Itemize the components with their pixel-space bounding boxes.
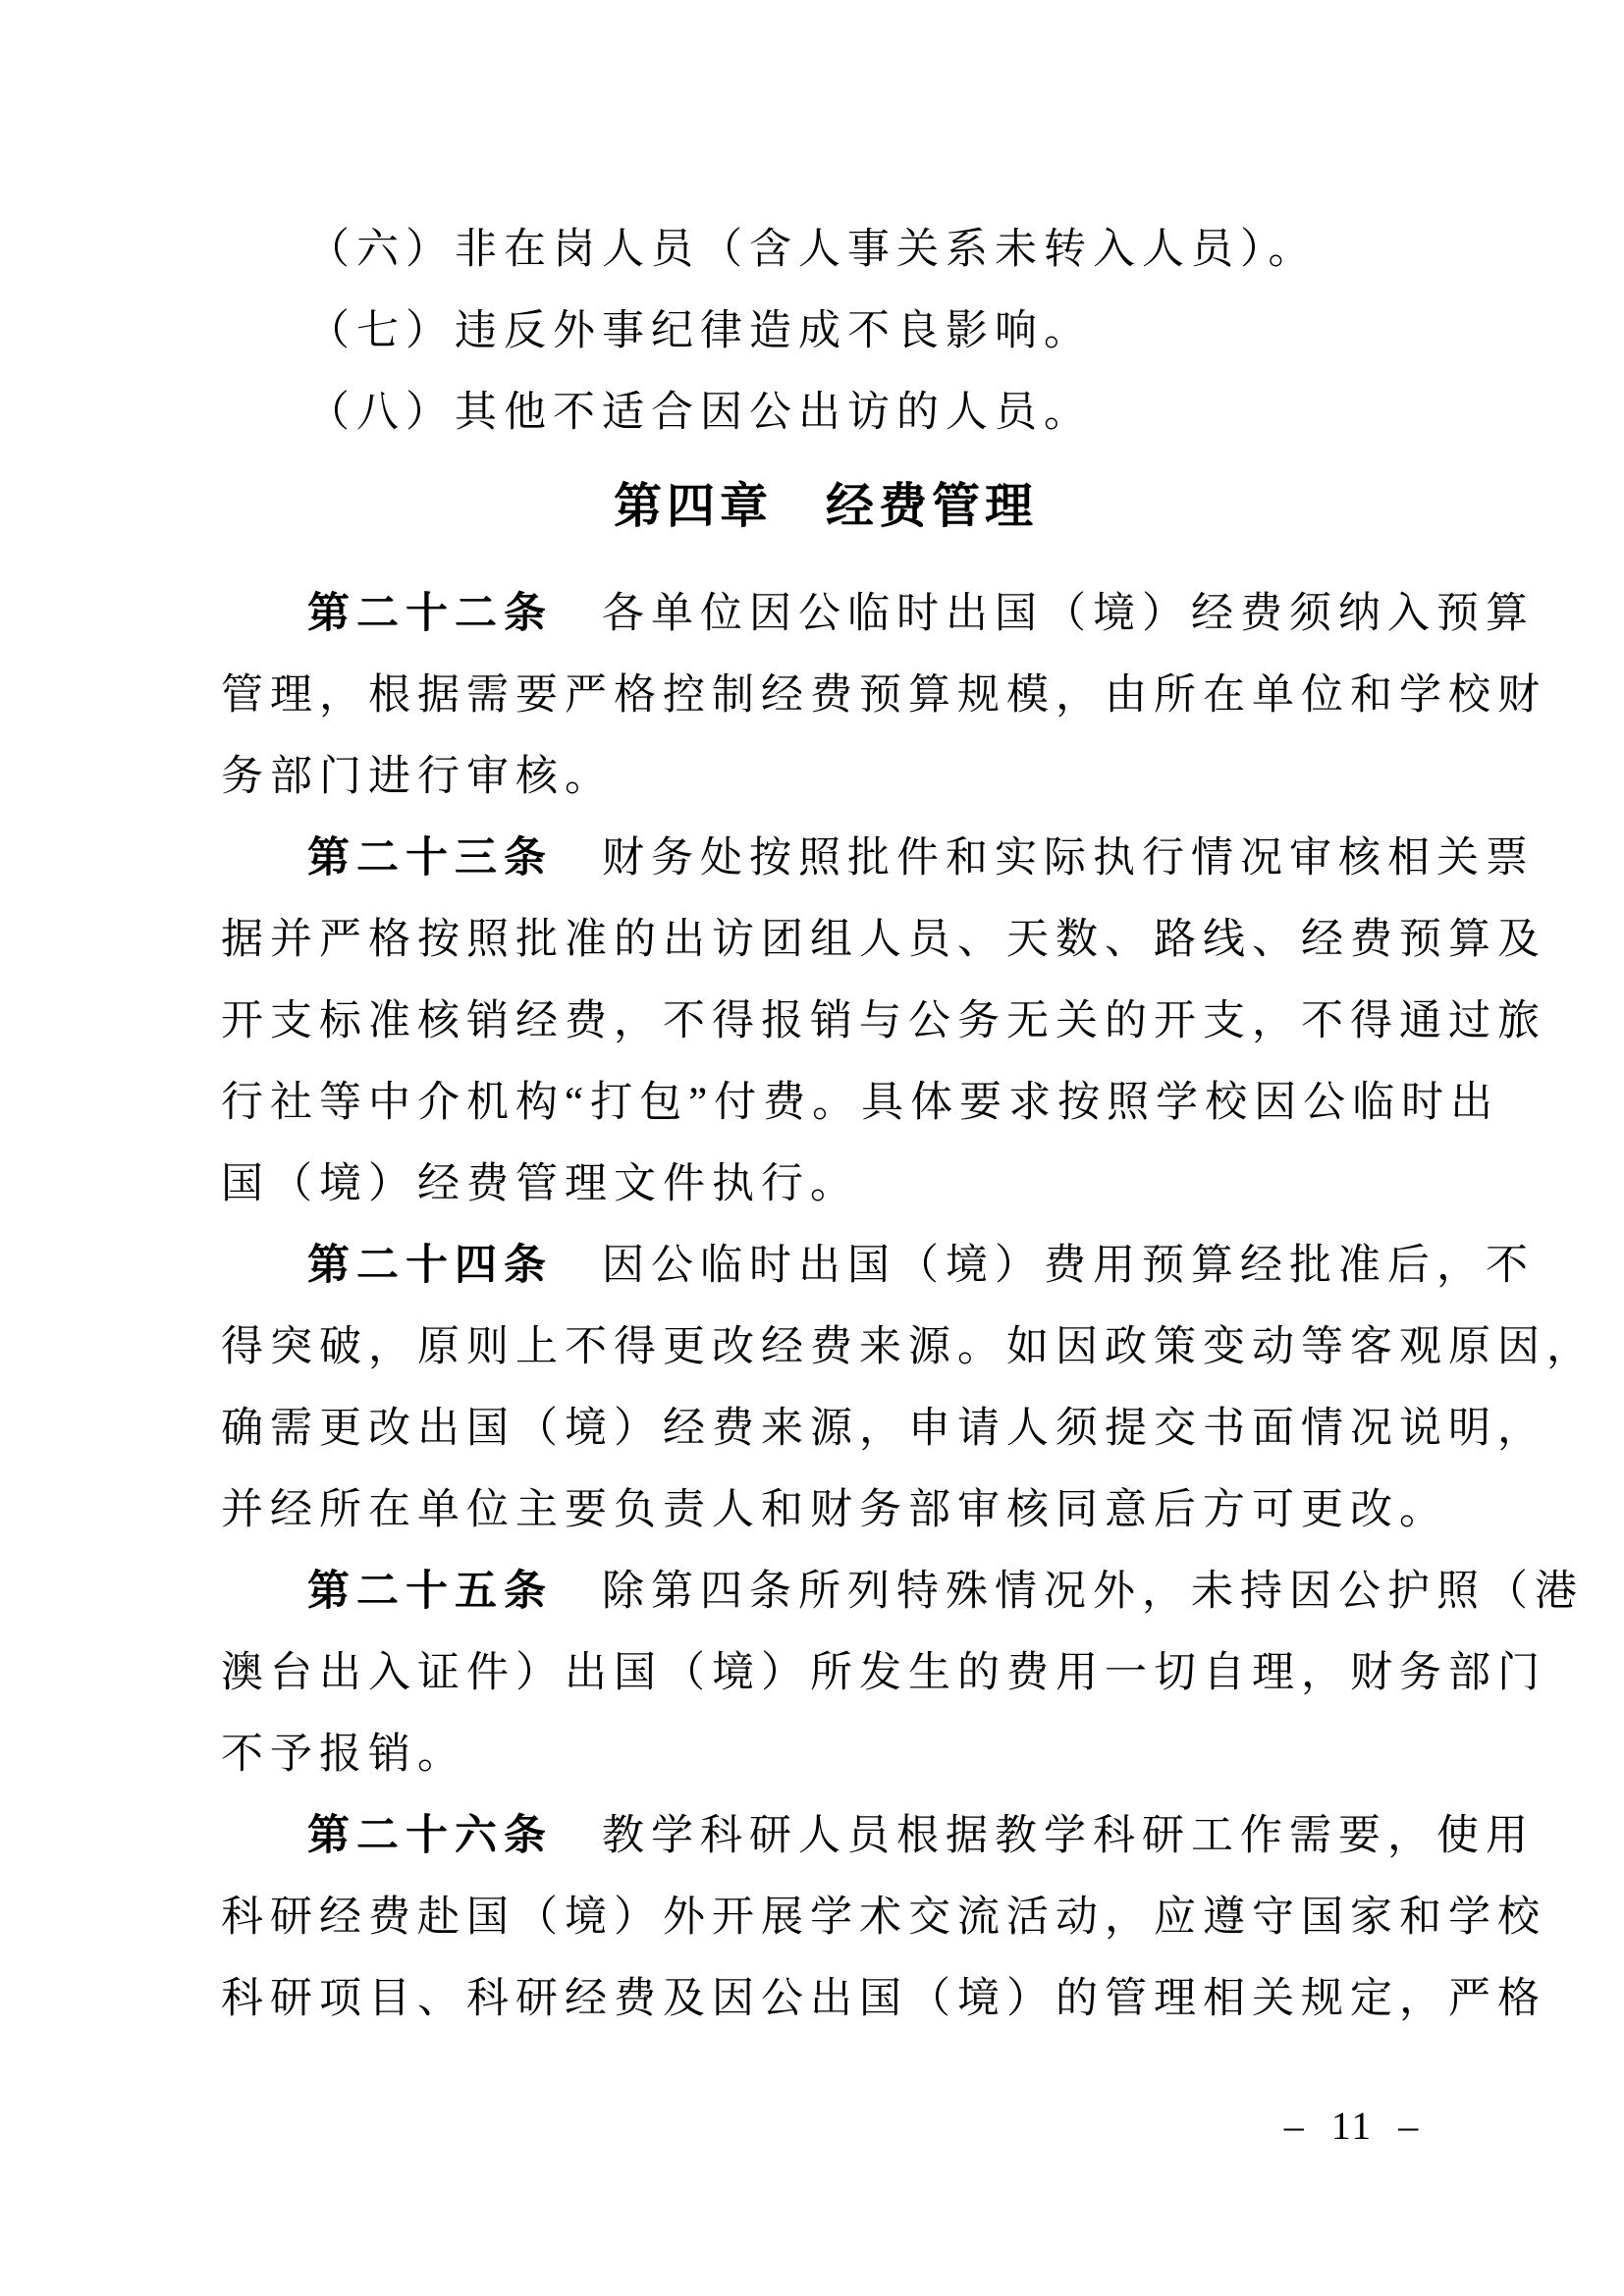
article-text: 除第四条所列特殊情况外，未持因公护照（港	[553, 1569, 1584, 1615]
article-line	[221, 1632, 1546, 1714]
page-number: – 11 –	[1283, 2104, 1421, 2148]
article-text: 各单位因公临时出国（境）经费须纳入预算	[553, 591, 1535, 637]
article-line	[221, 1307, 1596, 1388]
article-line	[221, 1714, 1431, 1795]
article-line	[221, 1388, 1546, 1469]
article-text: 确需更改出国（境）经费来源，申请人须提交书面情况说明，	[221, 1406, 1546, 1452]
article-line	[221, 1062, 1500, 1144]
list-item	[221, 209, 1431, 291]
article-text: 国（境）经费管理文件执行。	[221, 1161, 859, 1207]
article-text: 行社等中介机构“打包”付费。具体要求按照学校因公临时出	[221, 1080, 1500, 1126]
article-text: 澳台出入证件）出国（境）所发生的费用一切自理，财务部门	[221, 1650, 1546, 1696]
chapter-heading: 第四章 经费管理	[613, 480, 1038, 533]
article-line	[221, 1225, 1535, 1307]
document-body	[221, 209, 1596, 2040]
article-text: 科研经费赴国（境）外开展学术交流活动，应遵守国家和学校	[221, 1895, 1546, 1941]
article-text: 管理，根据需要严格控制经费预算规模，由所在单位和学校财	[221, 672, 1546, 719]
article-number: 第二十三条	[307, 835, 553, 881]
article-text: 务部门进行审核。	[221, 754, 614, 800]
list-item	[221, 291, 1431, 372]
article-number: 第二十五条	[307, 1569, 553, 1615]
article-text: 不予报销。	[221, 1732, 466, 1778]
article-text: 因公临时出国（境）费用预算经批准后，不	[553, 1243, 1535, 1289]
article-line	[221, 818, 1535, 899]
list-item	[221, 372, 1431, 454]
article-line	[221, 1469, 1448, 1551]
article-line	[221, 981, 1546, 1062]
list-item-text: （八）其他不适合因公出访的人员。	[307, 390, 1093, 436]
article-line	[221, 655, 1546, 736]
article-line	[221, 1958, 1546, 2040]
article-text: 并经所在单位主要负责人和财务部审核同意后方可更改。	[221, 1487, 1448, 1533]
article-text: 科研项目、科研经费及因公出国（境）的管理相关规定，严格	[221, 1976, 1546, 2022]
article-line	[221, 1877, 1546, 1958]
article-text: 财务处按照批件和实际执行情况审核相关票	[553, 835, 1535, 881]
article-text: 得突破，原则上不得更改经费来源。如因政策变动等客观原因，	[221, 1324, 1596, 1370]
article-line	[221, 573, 1535, 655]
article-text: 教学科研人员根据教学科研工作需要，使用	[553, 1813, 1535, 1859]
article-line	[221, 736, 1431, 818]
article-line	[221, 899, 1546, 981]
article-text: 据并严格按照批准的出访团组人员、天数、路线、经费预算及	[221, 917, 1546, 963]
list-item-text: （六）非在岗人员（含人事关系未转入人员）。	[307, 227, 1318, 273]
article-number: 第二十六条	[307, 1813, 553, 1859]
article-line	[221, 1551, 1584, 1632]
article-line	[221, 1144, 1431, 1225]
article-number: 第二十二条	[307, 591, 553, 637]
list-item-text: （七）违反外事纪律造成不良影响。	[307, 308, 1093, 354]
article-text: 开支标准核销经费，不得报销与公务无关的开支，不得通过旅	[221, 998, 1546, 1044]
article-line	[221, 1795, 1535, 1877]
article-number: 第二十四条	[307, 1243, 553, 1289]
